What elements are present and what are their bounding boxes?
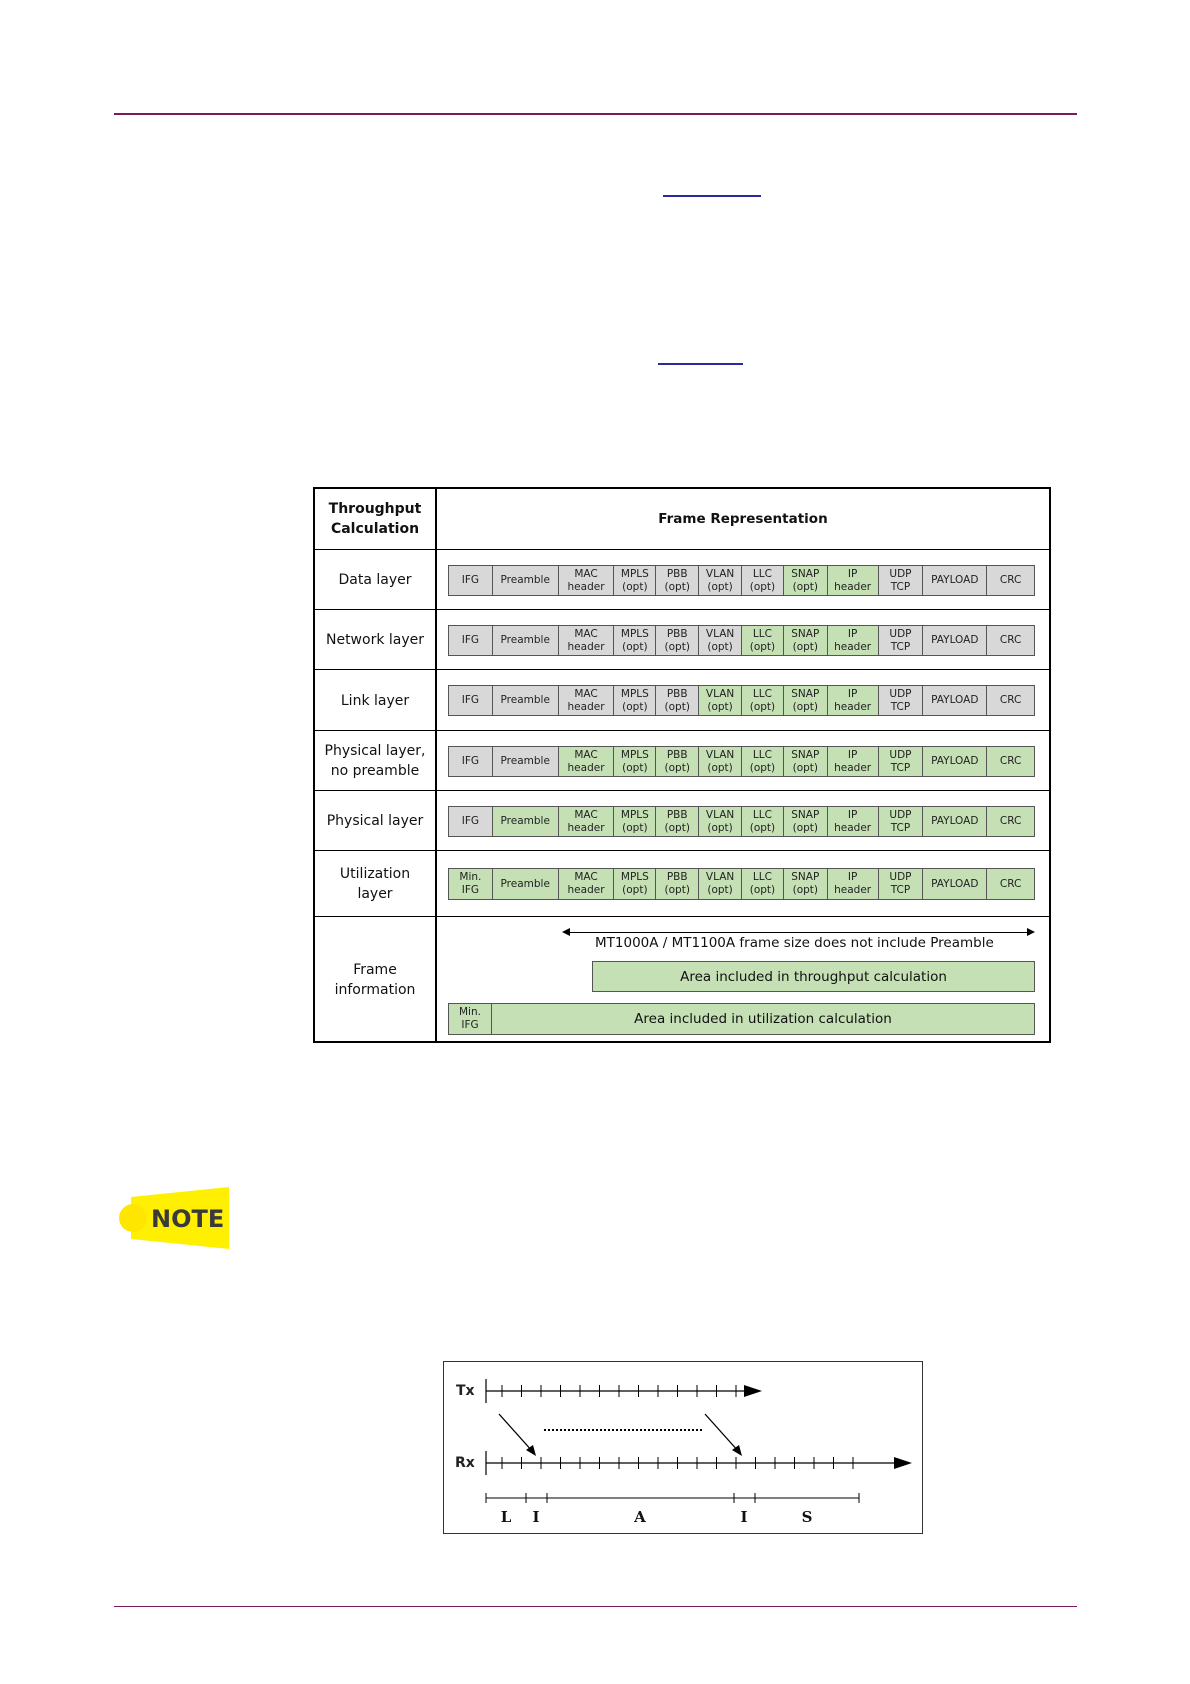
frame-cell-llc xyxy=(742,626,784,655)
cell-line1: MAC xyxy=(574,627,598,640)
cell-line1: MAC xyxy=(574,748,598,761)
frame-cell-crc xyxy=(987,807,1034,836)
frame-representation xyxy=(448,806,1035,837)
frame-cell-ip xyxy=(828,747,879,776)
tx-rx-arrow-2 xyxy=(705,1414,739,1452)
frame-cell-pbb xyxy=(656,869,699,899)
min-ifg-line1: Min. xyxy=(459,1006,481,1018)
cell-line1: SNAP xyxy=(791,567,820,580)
frame-cell-mpls xyxy=(614,686,656,715)
cell-line1: IFG xyxy=(461,574,480,586)
row-label xyxy=(315,731,435,791)
row-label-line1: Physical layer xyxy=(326,813,424,829)
cell-line1: UDP xyxy=(889,748,912,761)
cell-line1: Preamble xyxy=(500,877,550,890)
cell-line2: (opt) xyxy=(664,884,690,896)
cell-line2: (opt) xyxy=(622,700,648,713)
cell-line1: PBB xyxy=(666,808,688,821)
cell-line1: CRC xyxy=(999,574,1022,586)
cell-line2: (opt) xyxy=(622,761,648,774)
cell-line1: PBB xyxy=(666,627,688,640)
cell-line1: CRC xyxy=(999,877,1022,890)
frame-info-label-line2: information xyxy=(334,982,416,998)
row-separator xyxy=(315,730,1049,731)
cell-line1: PAYLOAD xyxy=(931,694,979,706)
frame-cell-pbb xyxy=(656,566,699,595)
frame-cell-udp xyxy=(879,566,924,595)
frame-cell-mpls xyxy=(614,807,656,836)
arrow-right-head xyxy=(1027,928,1035,936)
cell-line1: SNAP xyxy=(791,748,820,761)
frame-cell-vlan xyxy=(699,566,742,595)
cell-line2: header xyxy=(834,580,872,593)
frame-cell-ip xyxy=(828,566,879,595)
cell-line2: IFG xyxy=(461,884,480,896)
frame-cell-mac xyxy=(559,869,615,899)
frame-cell-ifg xyxy=(449,626,493,655)
cell-line2: TCP xyxy=(890,761,911,774)
cell-line1: SNAP xyxy=(791,687,820,700)
row-separator xyxy=(315,669,1049,670)
row-label xyxy=(315,670,435,731)
cell-line1: MAC xyxy=(574,567,598,580)
tx-rx-timing-diagram xyxy=(443,1361,923,1534)
frame-representation xyxy=(448,746,1035,777)
frame-representation xyxy=(448,685,1035,716)
cell-line1: IP xyxy=(847,627,858,640)
frame-cell-udp xyxy=(879,869,924,899)
frame-cell-vlan xyxy=(699,747,742,776)
cell-line1: MAC xyxy=(574,808,598,821)
cell-line1: MPLS xyxy=(620,567,649,580)
tx-arrowhead xyxy=(744,1385,762,1397)
cell-line2: (opt) xyxy=(664,580,690,593)
frame-cell-snap xyxy=(784,869,828,899)
cell-line1: PBB xyxy=(666,567,688,580)
cell-line1: CRC xyxy=(999,755,1022,767)
cell-line2: (opt) xyxy=(622,640,648,653)
frame-cell-preamble xyxy=(493,869,559,899)
cell-line1: LLC xyxy=(752,627,772,640)
cell-line2: (opt) xyxy=(707,700,733,713)
segment-label: I xyxy=(740,1508,748,1526)
frame-cell-udp xyxy=(879,807,924,836)
cell-line2: header xyxy=(834,821,872,834)
frame-cell-payload xyxy=(923,626,987,655)
cell-line1: UDP xyxy=(889,808,912,821)
frame-cell-pbb xyxy=(656,626,699,655)
segment-label: A xyxy=(634,1508,646,1526)
cell-line1: PBB xyxy=(666,871,688,883)
frame-cell-ifg xyxy=(449,686,493,715)
cell-line2: header xyxy=(834,761,872,774)
segment-label: L xyxy=(500,1508,512,1526)
frame-cell-mac xyxy=(559,626,615,655)
row-label xyxy=(315,791,435,851)
cell-line1: PBB xyxy=(666,748,688,761)
frame-cell-payload xyxy=(923,566,987,595)
frame-cell-ip xyxy=(828,807,879,836)
cell-line2: (opt) xyxy=(749,640,776,653)
cell-line2: header xyxy=(567,580,605,593)
cell-line2: (opt) xyxy=(792,640,818,653)
frame-cell-ifg xyxy=(449,807,493,836)
row-label-line1: Network layer xyxy=(325,632,425,648)
cell-line1: VLAN xyxy=(705,871,735,883)
cell-line1: IFG xyxy=(461,755,480,767)
cell-line1: IP xyxy=(847,808,858,821)
rx-label: Rx xyxy=(455,1455,475,1471)
row-label-line1: Utilization xyxy=(339,865,411,882)
frame-cell-vlan xyxy=(699,626,742,655)
frame-cell-ifg xyxy=(449,747,493,776)
row-label xyxy=(315,550,435,610)
cell-line2: (opt) xyxy=(707,821,733,834)
link-underline-1[interactable] xyxy=(663,195,761,197)
cell-line2: header xyxy=(567,640,605,653)
cell-line2: (opt) xyxy=(749,884,776,896)
cell-line2: (opt) xyxy=(749,700,776,713)
cell-line1: SNAP xyxy=(791,871,820,883)
cell-line1: SNAP xyxy=(791,627,820,640)
cell-line2: (opt) xyxy=(707,761,733,774)
min-ifg-box xyxy=(448,1003,492,1035)
cell-line2: (opt) xyxy=(664,821,690,834)
cell-line1: CRC xyxy=(999,694,1022,706)
cell-line2: (opt) xyxy=(792,700,818,713)
cell-line1: Min. xyxy=(459,871,482,883)
cell-line1: IP xyxy=(847,687,858,700)
frame-cell-udp xyxy=(879,626,924,655)
frame-cell-mpls xyxy=(614,747,656,776)
frame-cell-ifg xyxy=(449,869,493,899)
row-label-line1: Physical layer, xyxy=(324,743,426,759)
frame-cell-mac xyxy=(559,807,615,836)
row-label-line1: Link layer xyxy=(340,692,410,709)
cell-line2: header xyxy=(567,761,605,774)
frame-cell-llc xyxy=(742,747,784,776)
frame-cell-llc xyxy=(742,869,784,899)
column-separator xyxy=(435,489,437,1041)
row-label xyxy=(315,610,435,670)
cell-line1: Preamble xyxy=(500,574,550,586)
cell-line1: IFG xyxy=(461,634,480,646)
frame-cell-pbb xyxy=(656,747,699,776)
cell-line1: IP xyxy=(847,871,858,883)
frame-representation xyxy=(448,625,1035,656)
segment-label: I xyxy=(532,1508,540,1526)
cell-line1: UDP xyxy=(889,627,912,640)
segment-labels xyxy=(501,1508,813,1526)
frame-cell-payload xyxy=(923,869,987,899)
cell-line1: MPLS xyxy=(620,627,649,640)
cell-line2: (opt) xyxy=(707,580,733,593)
cell-line1: PAYLOAD xyxy=(931,634,979,646)
cell-line2: header xyxy=(834,884,872,896)
frame-cell-payload xyxy=(923,747,987,776)
frame-cell-preamble xyxy=(493,566,559,595)
cell-line1: MPLS xyxy=(620,748,649,761)
cell-line2: header xyxy=(567,884,605,896)
cell-line2: TCP xyxy=(890,580,911,593)
frame-cell-mpls xyxy=(614,566,656,595)
frame-cell-udp xyxy=(879,686,924,715)
frame-cell-pbb xyxy=(656,807,699,836)
frame-cell-mac xyxy=(559,566,615,595)
frame-cell-snap xyxy=(784,807,828,836)
frame-info-label-line1: Frame xyxy=(353,962,397,978)
cell-line2: (opt) xyxy=(664,640,690,653)
frame-cell-payload xyxy=(923,686,987,715)
frame-cell-crc xyxy=(987,747,1034,776)
row-separator xyxy=(315,790,1049,791)
cell-line1: VLAN xyxy=(705,687,735,700)
cell-line2: TCP xyxy=(890,700,911,713)
cell-line1: Preamble xyxy=(500,634,550,646)
row-label xyxy=(315,851,435,916)
frame-cell-pbb xyxy=(656,686,699,715)
frame-cell-crc xyxy=(987,566,1034,595)
cell-line1: LLC xyxy=(752,748,772,761)
cell-line1: CRC xyxy=(999,634,1022,646)
cell-line2: (opt) xyxy=(792,580,818,593)
frame-cell-crc xyxy=(987,869,1034,899)
row-separator xyxy=(315,850,1049,851)
frame-cell-snap xyxy=(784,566,828,595)
frame-cell-crc xyxy=(987,686,1034,715)
cell-line1: Preamble xyxy=(500,815,550,827)
header-throughput-calculation xyxy=(315,489,435,549)
cell-line2: (opt) xyxy=(792,761,818,774)
cell-line2: header xyxy=(567,821,605,834)
cell-line1: PAYLOAD xyxy=(931,574,979,586)
cell-line2: header xyxy=(834,700,872,713)
frame-cell-udp xyxy=(879,747,924,776)
frame-representation xyxy=(448,868,1035,900)
cell-line2: (opt) xyxy=(664,700,690,713)
cell-line2: (opt) xyxy=(749,761,776,774)
cell-line2: TCP xyxy=(890,884,911,896)
note-icon xyxy=(117,1187,229,1249)
cell-line1: UDP xyxy=(889,871,912,883)
cell-line2: (opt) xyxy=(707,884,733,896)
cell-line1: VLAN xyxy=(705,748,735,761)
rx-axis xyxy=(486,1451,912,1475)
cell-line1: LLC xyxy=(752,808,772,821)
frame-cell-vlan xyxy=(699,869,742,899)
row-label-line2: layer xyxy=(357,885,393,902)
header-frame-representation: Frame Representation xyxy=(658,511,828,527)
cell-line1: Preamble xyxy=(500,755,550,767)
cell-line2: (opt) xyxy=(622,884,648,896)
cell-line1: MPLS xyxy=(620,808,649,821)
frame-cell-ip xyxy=(828,869,879,899)
cell-line2: header xyxy=(834,640,872,653)
row-label-frame-information xyxy=(315,917,435,1043)
header-left-line2: Calculation xyxy=(330,521,420,537)
throughput-calculation-table xyxy=(313,487,1051,1043)
frame-cell-mpls xyxy=(614,869,656,899)
frame-cell-llc xyxy=(742,566,784,595)
frame-cell-snap xyxy=(784,747,828,776)
footer-rule xyxy=(114,1606,1077,1607)
frame-cell-crc xyxy=(987,626,1034,655)
cell-line1: LLC xyxy=(752,871,772,883)
cell-line1: MAC xyxy=(574,687,598,700)
note-label: NOTE xyxy=(151,1205,225,1233)
cell-line1: IP xyxy=(847,567,858,580)
throughput-area-bar: Area included in throughput calculation xyxy=(592,961,1035,992)
cell-line1: IFG xyxy=(461,694,480,706)
frame-cell-vlan xyxy=(699,807,742,836)
cell-line2: (opt) xyxy=(749,821,776,834)
tx-axis xyxy=(486,1379,762,1403)
frame-cell-preamble xyxy=(493,807,559,836)
cell-line1: MPLS xyxy=(620,871,649,883)
rx-arrowhead xyxy=(894,1457,912,1469)
frame-cell-preamble xyxy=(493,626,559,655)
frame-cell-ifg xyxy=(449,566,493,595)
cell-line1: MPLS xyxy=(620,687,649,700)
frame-cell-snap xyxy=(784,626,828,655)
cell-line2: (opt) xyxy=(792,821,818,834)
cell-line1: VLAN xyxy=(705,567,735,580)
cell-line1: LLC xyxy=(752,567,772,580)
row-label-line1: Data layer xyxy=(338,572,412,588)
cell-line2: (opt) xyxy=(664,761,690,774)
link-underline-2[interactable] xyxy=(658,363,743,365)
frame-cell-preamble xyxy=(493,747,559,776)
row-label-line2: no preamble xyxy=(330,763,420,779)
cell-line1: SNAP xyxy=(791,808,820,821)
cell-line1: UDP xyxy=(889,567,912,580)
cell-line2: header xyxy=(567,700,605,713)
frame-cell-mac xyxy=(559,747,615,776)
timing-diagram-svg xyxy=(444,1362,921,1532)
cell-line1: MAC xyxy=(574,871,598,883)
frame-cell-mac xyxy=(559,686,615,715)
cell-line1: UDP xyxy=(889,687,912,700)
cell-line2: TCP xyxy=(890,640,911,653)
frame-cell-vlan xyxy=(699,686,742,715)
header-left-line1: Throughput xyxy=(328,501,422,517)
cell-line1: PAYLOAD xyxy=(931,815,979,827)
frame-representation xyxy=(448,565,1035,596)
cell-line1: VLAN xyxy=(705,808,735,821)
cell-line2: (opt) xyxy=(749,580,776,593)
min-ifg-line2: IFG xyxy=(461,1019,479,1031)
cell-line1: VLAN xyxy=(705,627,735,640)
frame-cell-snap xyxy=(784,686,828,715)
row-separator xyxy=(315,609,1049,610)
tx-label: Tx xyxy=(456,1383,475,1399)
frame-cell-llc xyxy=(742,686,784,715)
frame-cell-payload xyxy=(923,807,987,836)
cell-line2: (opt) xyxy=(622,821,648,834)
frame-cell-preamble xyxy=(493,686,559,715)
cell-line1: PAYLOAD xyxy=(931,877,979,890)
frame-cell-mpls xyxy=(614,626,656,655)
header-rule xyxy=(114,113,1077,115)
utilization-area-bar: Area included in utilization calculation xyxy=(491,1003,1035,1035)
tx-rx-arrow-1 xyxy=(499,1414,533,1452)
cell-line1: PAYLOAD xyxy=(931,755,979,767)
cell-line2: (opt) xyxy=(622,580,648,593)
frame-cell-ip xyxy=(828,626,879,655)
cell-line2: (opt) xyxy=(707,640,733,653)
note-badge xyxy=(117,1187,229,1249)
cell-line1: IP xyxy=(847,748,858,761)
cell-line1: LLC xyxy=(752,687,772,700)
cell-line1: Preamble xyxy=(500,694,550,706)
cell-line1: IFG xyxy=(461,815,480,827)
frame-cell-llc xyxy=(742,807,784,836)
frame-size-arrow-line xyxy=(568,932,1028,933)
segment-label: S xyxy=(801,1508,813,1526)
cell-line1: PBB xyxy=(666,687,688,700)
frame-cell-ip xyxy=(828,686,879,715)
frame-size-note: MT1000A / MT1100A frame size does not include Preamble xyxy=(595,935,994,951)
cell-line1: CRC xyxy=(999,815,1022,827)
cell-line2: TCP xyxy=(890,821,911,834)
cell-line2: (opt) xyxy=(792,884,818,896)
